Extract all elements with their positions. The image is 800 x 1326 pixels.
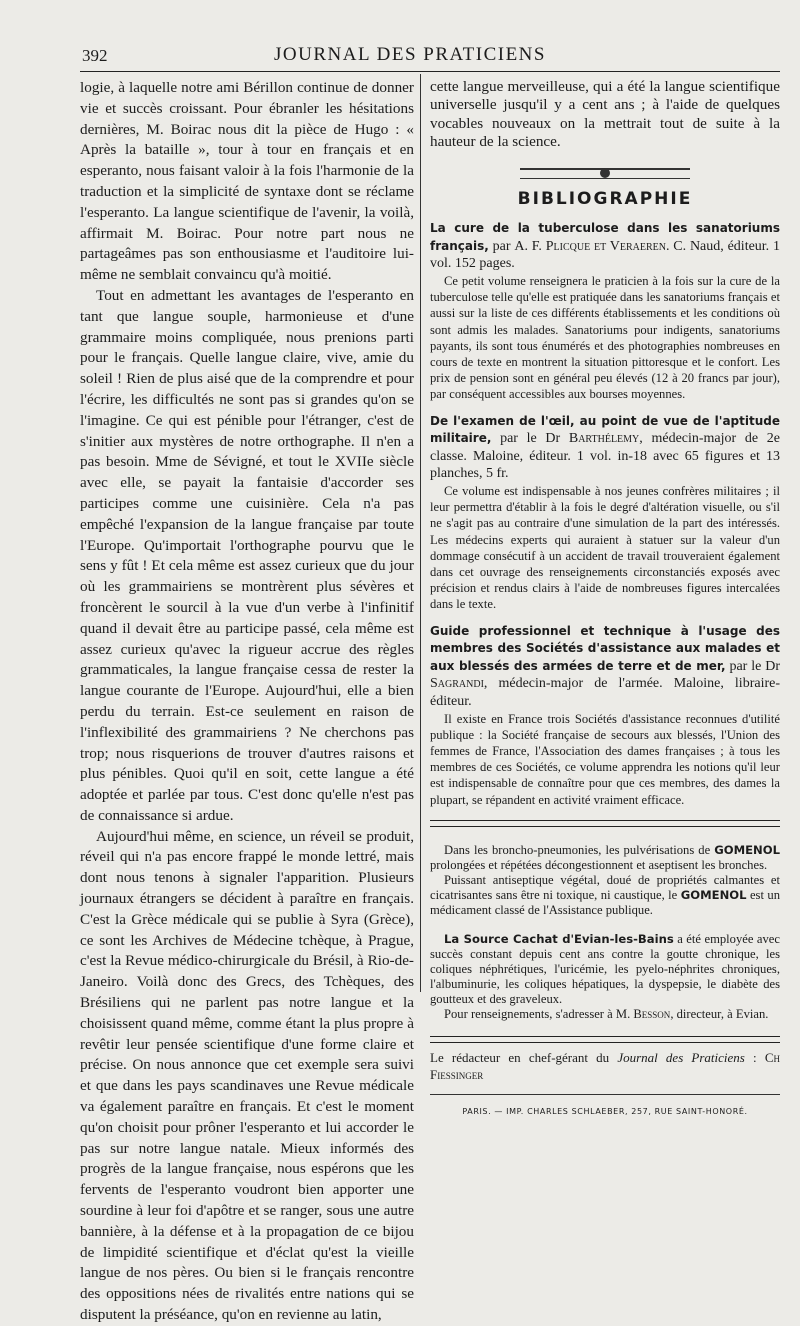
- ad-text: Dans les broncho-pneumonies, les pulvérisations de: [444, 842, 715, 857]
- footer-rule: [430, 1094, 780, 1095]
- bibliography-title: De l'examen de l'œil, au point de vue de l'aptitude militaire,: [430, 413, 780, 446]
- editor-text: :: [744, 1049, 765, 1065]
- article-paragraph: Tout en admettant les avantages de l'esperanto en tant que langue souple, harmonieuse et d'une grammaire moins compliquée, nous prenions parti pour le français. Quelle langue claire, vive, amie du soleil ! Rien de plus aisé que de la comprendre et pour l'écrire, les difficultés ne sont pas si grandes qu'on se l'imagine. Ce qui est pénible pour l'étranger, c'est de s'initier aux mystères de notre orthographe. Il n'en a pas besoin. Mme de Sévigné, et tout le XVIIe siècle avec elle, se payait la fantaisie d'accorder ses participes comme une cuisinière. Cela n'a pas empêché l'expansion de la langue française par toute l'Europe. Qu'importait l'orthographe pourvu que le sens y fût ! Et cela même est assez curieux que du jour où les grammairiens se montrèrent plus sévères et froncèrent le sourcil à la vue d'un verbe à l'infinitif quand il devait être au participe passé, cela même est assez curieux qu'avec la rigueur accrue des règles grammaticales, la langue française cessa de rester la langue courante de l'Europe. Aujourd'hui, elle a bien perdu du terrain. Est-ce seulement en raison de l'inflexibilité des grammairiens ? Ne cherchons pas trop; nous risquerions de trouver d'autres raisons et plus pénibles. Quoi qu'il en soit, cette langue a été adoptée et parlée par tous. C'est donc qu'elle n'est pas de connaissance si ardue.: [80, 286, 414, 824]
- ad-text: Puissant antiseptique végétal, doué de propriétés calmantes et cicatrisantes sans être ni toxique, ni caustique, le: [430, 872, 780, 902]
- bibliography-title: Guide professionnel et technique à l'usage des membres des Sociétés d'assistance aux malades et aux blessés des armées de terre et de mer,: [430, 623, 780, 673]
- ad-text: Pour renseignements, s'adresser à M.: [444, 1006, 634, 1021]
- ad-text: a été employée avec succès constant depuis cent ans contre la goutte chronique, les coliques néphrétiques, l'uricémie, les pyelo-néphrites chroniques, l'albuminurie, les coliques hépatiques, la dyspepsie, le diabète des goutteux et des graveleux.: [430, 931, 780, 1006]
- bibliography-publisher: , médecin-major de 2e classe. Maloine, éditeur. 1 vol. in-18 avec 65 figures et 13 planches, 5 fr.: [430, 431, 780, 482]
- ad-text: , directeur, à Evian.: [670, 1006, 769, 1021]
- printer-imprint: PARIS. — IMP. CHARLES SCHLAEBER, 257, RUE SAINT-HONORÉ.: [462, 1107, 748, 1116]
- column-divider: [420, 74, 421, 992]
- ad-text: prolongées et répétées décongestionnent et aseptisent les bronches.: [430, 857, 768, 872]
- article-paragraph: logie, à laquelle notre ami Bérillon continue de donner vie et succès croissant. Pour ébranler les hésitations dernières, M. Boirac nous dit la pièce de Hugo : « Après la bataille », tour à tour en français et en esperanto, nous faisant valoir à la fois l'harmonie de la traduction et la simplicité de syntaxe dont se réclame l'esperanto. La langue scientifique de l'avenir, la voilà, affirmait M. Boirac. Pour notre part nous ne partageâmes pas son enthousiasme et l'auditoire lui-même ne semblait convaincu qu'à moitié.: [80, 79, 414, 284]
- article-paragraph: Aujourd'hui même, en science, un réveil se produit, réveil qui n'a pas encore frappé le monde lettré, mais dont nous tenons à signaler l'apparition. Plusieurs journaux étrangers se décident à paraître en français. C'est la Grèce médicale qui se publie à Syra (Grèce), ce sont les Archives de Médecine tchèque, à Prague, c'est la Revue médico-chirurgicale du Brésil, à Rio-de-Janeiro. Voilà donc des Grecs, des Tchèques, des Brésiliens qui ne parlent pas notre langue et la choisissent quand même, comme étant la plus propre à revêtir leur pensée scientifique d'une forme claire et précise. On nous annonce que cet exemple sera suivi et que dans les pays scandinaves une Revue médicale va également paraître en français. Et c'est le moment qu'on choisit pour prôner l'esperanto et lui accorder le pas sur notre langue natale. Mieux informés des progrès de la langue française, nous espérons que les fervents de l'esperanto voudront bien apporter une sourdine à leur foi d'apôtre et se ranger, sous une autre bannière, à la défense et à la propagation de ce bijou de limpidité scientifique et d'éclat qu'est la vieille langue de nos pères. Ou bien si le français rencontre des oppositions nées de rivalités entre nations qui se disputent la préséance, qu'on en revienne au latin,: [80, 827, 414, 1324]
- gomenol-advertisement: [430, 843, 780, 918]
- bibliography-title: La cure de la tuberculose dans les sanatoriums français,: [430, 221, 780, 253]
- bibliography-entry: [430, 413, 780, 613]
- ad-text: est un médicament classé de l'Assistance publique.: [430, 887, 781, 917]
- section-heading: BIBLIOGRAPHIE: [517, 188, 693, 209]
- bibliography-by: par: [488, 238, 515, 254]
- bibliography-by: par le Dr: [725, 658, 780, 674]
- bibliography-publisher: . C. Naud, éditeur. 1 vol. 152 pages.: [430, 238, 780, 272]
- left-column: [80, 78, 414, 1326]
- bibliography-publisher: , médecin-major de l'armée. Maloine, libraire-éditeur.: [430, 676, 780, 709]
- section-double-rule: [430, 820, 780, 827]
- article-continuation: cette langue merveilleuse, qui a été la langue scientifique universelle jusqu'il y a cent ans ; à l'aide de quelques vocables nouveaux on la mettrait tout de suite à la hauteur de la science.: [430, 78, 780, 151]
- bibliography-review: Ce petit volume renseignera le praticien à la fois sur la cure de la tuberculose telle qu'elle est pratiquée dans les sanatoriums français et aussi sur la liste de ces différents établissements et les conditions où sont admis les malades. Sanatoriums pour indigents, sanatoriums payants, ils sont tous énumérés et des photographies nombreuses en cours de texte en montrent la situation pittoresque et le confort. Les prix de pension sont en général peu élevés (12 à 20 francs par jour), par conséquent accessibles aux bourses moyennes.: [430, 274, 780, 402]
- journal-name: Journal des Praticiens: [617, 1049, 745, 1065]
- footer-double-rule: [430, 1036, 780, 1043]
- bibliography-authors: Barthélemy: [568, 431, 640, 447]
- bibliography-review: Ce volume est indispensable à nos jeunes confrères militaires ; il leur permettra d'établir à la fois le degré d'altération visuelle, ou s'il ne s'agit pas au contraire d'une simulation de la part des intéressés. Les médecins experts qui auraient à statuer sur la valeur d'un dommage consécutif à un accident de travail trouveraient également dans cet ouvrage des renseignements circonstanciés exposés avec précision et rendus clairs à l'aide de nombreuses figures intercalées dans le texte.: [430, 484, 780, 612]
- header-rule: [80, 71, 780, 72]
- bibliography-authors: A. F. Plicque et Veraeren: [514, 238, 666, 254]
- bibliography-review: Il existe en France trois Sociétés d'assistance reconnues d'utilité publique : la Société française de secours aux blessés, l'Union des femmes de France, l'Association des dames françaises ; à tous les membres de ces Sociétés, ce volume apprendra les notions qu'il leur est indispensable de connaître pour que ces membres, des dames la plupart, se répandent en activité vraiment efficace.: [430, 711, 780, 807]
- cachat-advertisement: [430, 932, 780, 1022]
- ad-title: La Source Cachat d'Evian-les-Bains: [444, 931, 674, 946]
- bibliography-entry: [430, 623, 780, 808]
- brand-name: GOMENOL: [680, 887, 747, 902]
- page-number: 392: [82, 46, 108, 65]
- brand-name: GOMENOL: [714, 842, 780, 857]
- bibliography-by: par le Dr: [491, 431, 569, 447]
- ornament-dot: [600, 168, 610, 178]
- editor-name: Ch Fiessinger: [430, 1049, 780, 1083]
- right-column: [430, 78, 780, 1121]
- journal-title: JOURNAL DES PRATICIENS: [274, 44, 546, 65]
- page-header: [0, 40, 800, 68]
- bibliography-entry: [430, 220, 780, 402]
- contact-name: Besson: [633, 1006, 671, 1021]
- bibliography-authors: Sagrandi: [430, 676, 484, 692]
- editor-line: [430, 1049, 780, 1084]
- editor-text: Le rédacteur en chef-gérant du: [430, 1049, 618, 1065]
- section-ornament: [520, 168, 690, 179]
